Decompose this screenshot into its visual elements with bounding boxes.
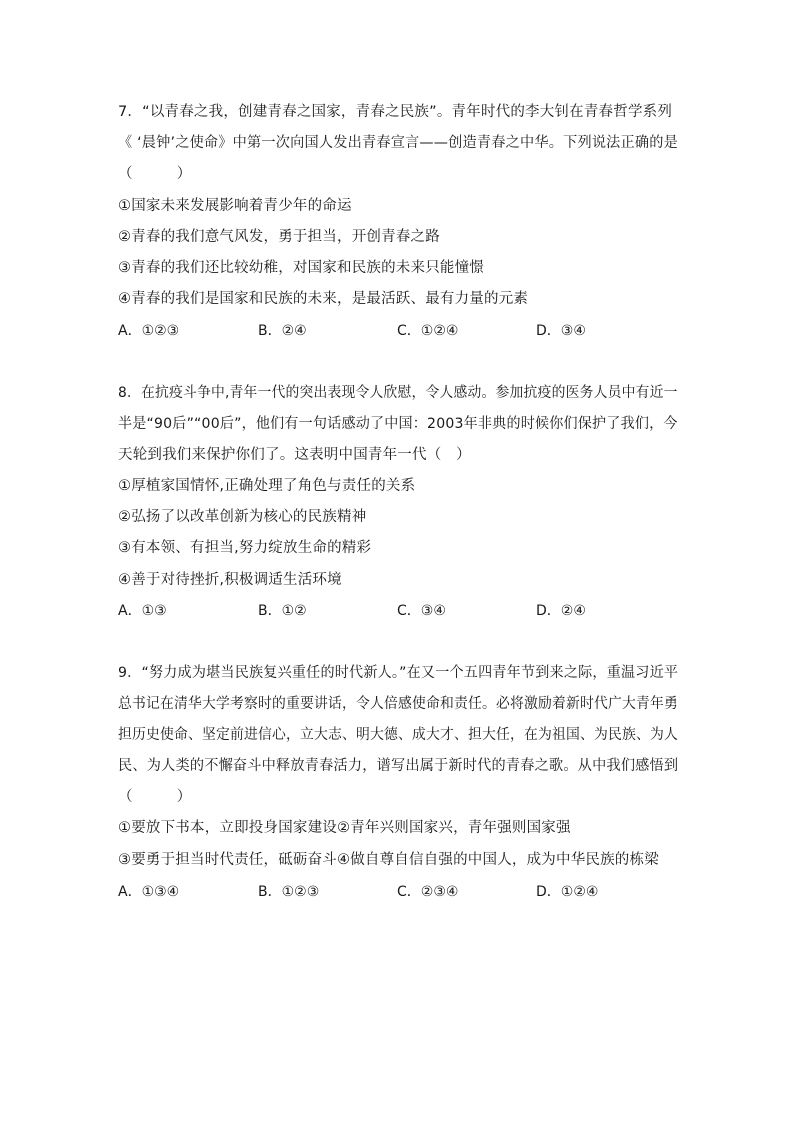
question-8-statement-1: ①厚植家国情怀,正确处理了角色与责任的关系 [118, 478, 416, 494]
question-8-stem-line-3: 天轮到我们来保护你们了。这表明中国青年一代（ ） [118, 447, 471, 463]
question-7-stem-line-2: 《 ‘晨钟’之使命》中第一次向国人发出青春宣言——创造青春之中华。下列说法正确的是 [118, 135, 679, 151]
question-7-option-d: D．③④ [536, 323, 586, 339]
question-7-option-b: B．②④ [258, 323, 307, 339]
question-9-option-b: B．①②③ [258, 884, 320, 900]
question-7-statement-1: ①国家未来发展影响着青少年的命运 [118, 198, 352, 214]
question-8-statement-4: ④善于对待挫折,积极调适生活环境 [118, 572, 342, 588]
question-9-stem-line-4: 民、为人类的不懈奋斗中释放青春活力，谱写出属于新时代的青春之歌。从中我们感悟到 [118, 758, 679, 774]
question-9-option-a: A．①③④ [118, 884, 180, 900]
question-9-statements-3-4: ③要勇于担当时代责任，砥砺奋斗④做自尊自信自强的中国人，成为中华民族的栋梁 [118, 852, 659, 868]
question-8-option-b: B．①② [258, 603, 307, 619]
question-7-option-a: A．①②③ [118, 323, 180, 339]
question-9-option-d: D．①②④ [536, 884, 599, 900]
question-9-statements-1-2: ①要放下书本，立即投身国家建设②青年兴则国家兴，青年强则国家强 [118, 820, 571, 836]
question-7-option-c: C．①②④ [397, 323, 459, 339]
question-9-stem-line-2: 总书记在清华大学考察时的重要讲话，令人倍感使命和责任。必将激励着新时代广大青年勇 [118, 696, 679, 712]
question-7-statement-3: ③青春的我们还比较幼稚，对国家和民族的未来只能憧憬 [118, 260, 484, 276]
question-8-option-d: D．②④ [536, 603, 586, 619]
question-9-option-c: C．②③④ [397, 884, 459, 900]
question-8-statement-2: ②弘扬了以改革创新为核心的民族精神 [118, 509, 367, 525]
question-7-statement-4: ④青春的我们是国家和民族的未来，是最活跃、最有力量的元素 [118, 291, 529, 307]
question-8-statement-3: ③有本领、有担当,努力绽放生命的精彩 [118, 540, 372, 556]
question-9-stem-line-3: 担历史使命、坚定前进信心，立大志、明大德、成大才、担大任，在为祖国、为民族、为人 [118, 727, 679, 743]
question-7-answer-blank: （ ） [118, 166, 192, 182]
question-9-stem-line-1: 9．“努力成为堪当民族复兴重任的时代新人。”在又一个五四青年节到来之际，重温习近平 [118, 665, 679, 681]
question-8-stem-line-1: 8．在抗疫斗争中,青年一代的突出表现令人欣慰，令人感动。参加抗疫的医务人员中有近一 [118, 385, 678, 401]
question-8-option-a: A．①③ [118, 603, 167, 619]
question-7-statement-2: ②青春的我们意气风发，勇于担当，开创青春之路 [118, 229, 440, 245]
question-8-stem-line-2: 半是“90后”“00后”，他们有一句话感动了中国：2003年非典的时候你们保护了我们，今 [118, 416, 678, 432]
question-7-stem-line-1: 7．“以青春之我，创建青春之国家，青春之民族”。青年时代的李大钊在青春哲学系列 [118, 104, 673, 120]
question-8-option-c: C．③④ [397, 603, 446, 619]
question-9-answer-blank: （ ） [118, 789, 192, 805]
